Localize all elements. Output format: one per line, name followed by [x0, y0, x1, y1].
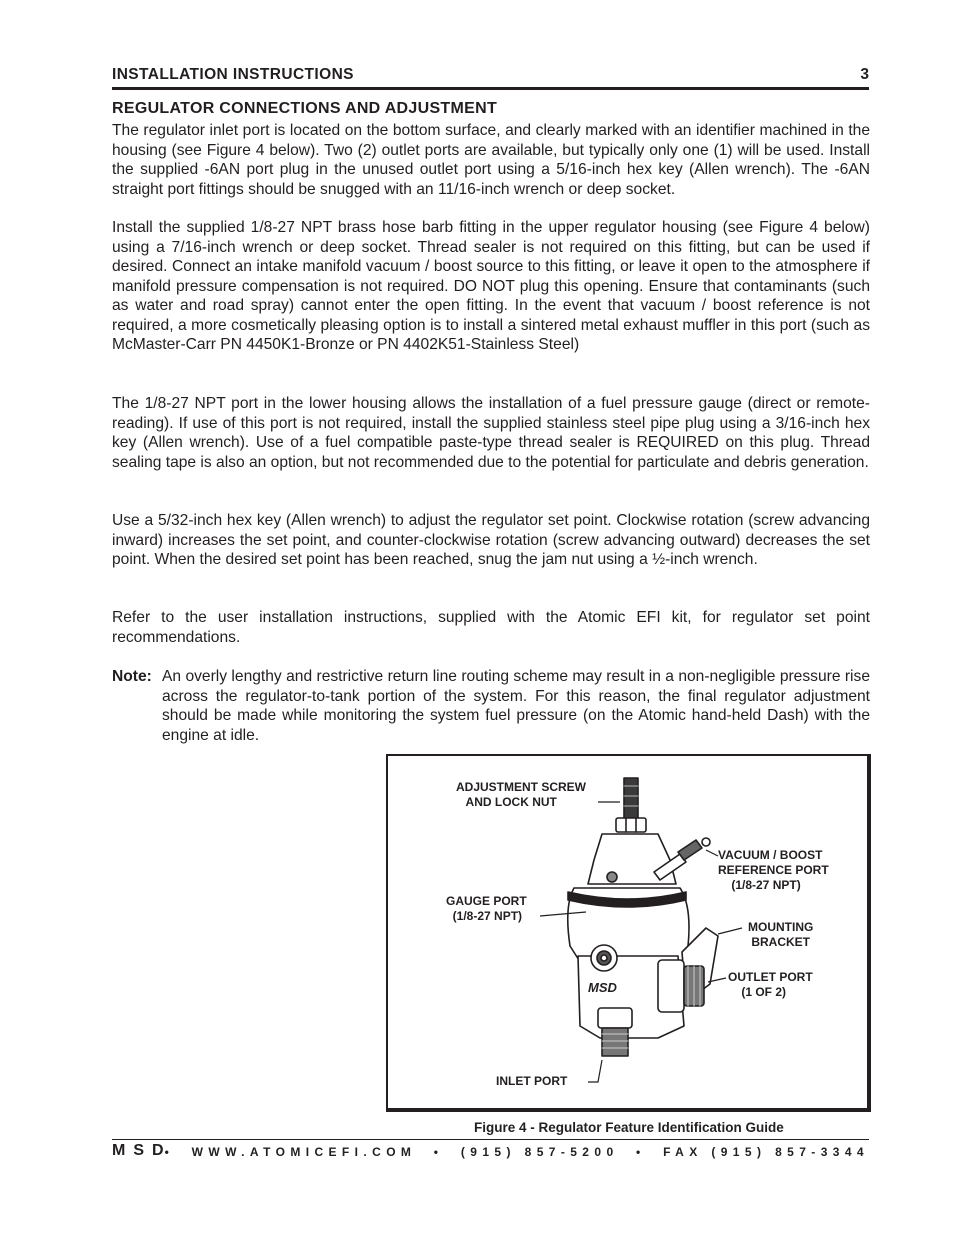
outlet-port-fitting — [658, 960, 704, 1012]
paragraph-inlet-outlet: The regulator inlet port is located on the bottom surface, and clearly marked with an identifier machined in the housing (see Figure 4 below). Two (2) outlet ports are available, but typically only one (1) will be used. Install the supplied -6AN port plug in the unused outlet port using a 5/16-inch hex key (Allen wrench). The -6AN straight port fittings should be snugged with an 11/16-inch wrench or deep socket. — [112, 122, 870, 198]
lock-nut — [616, 818, 646, 832]
paragraph-refer: Refer to the user installation instructions, supplied with the Atomic EFI kit, for regulator set point recommendations. — [112, 609, 870, 646]
figure-regulator — [386, 754, 871, 1112]
footer-brand: MSD — [112, 1142, 172, 1159]
label-vacuum-port: VACUUM / BOOST REFERENCE PORT (1/8-27 NPT) — [718, 848, 829, 892]
footer-contact: • WWW.ATOMICEFI.COM • (915) 857-5200 • FAX (915) 857-3344 — [164, 1145, 869, 1159]
paragraph-set-point: Use a 5/32-inch hex key (Allen wrench) to adjust the regulator set point. Clockwise rotation (screw advancing inward) increases the set point, and counter-clockwise rotation (screw advancing outward) decreases the set point. When the desired set point has been reached, snug the jam nut using a ½-inch wrench. — [112, 512, 870, 568]
page-number: 3 — [860, 66, 869, 83]
leader-inlet — [588, 1060, 602, 1082]
label-gauge-port: GAUGE PORT (1/8-27 NPT) — [446, 894, 527, 923]
page-header — [112, 64, 869, 90]
label-inlet-port: INLET PORT — [496, 1074, 568, 1088]
label-mounting-bracket: MOUNTING BRACKET — [748, 920, 814, 949]
section-title: REGULATOR CONNECTIONS AND ADJUSTMENT — [112, 100, 498, 117]
label-outlet-port: OUTLET PORT (1 OF 2) — [728, 970, 813, 999]
adjustment-screw — [624, 778, 638, 820]
paragraph-gauge-port: The 1/8-27 NPT port in the lower housing allows the installation of a fuel pressure gauge (direct or remote-reading). If use of this port is not required, install the supplied stainless steel pipe plug using a 3/16-inch hex key (Allen wrench). Use of a fuel compatible paste-type thread sealer is REQUIRED on this plug. Thread sealing tape is also an option, but not recommended due to the potential for particulate and debris generation. — [112, 395, 870, 471]
leader-bracket — [718, 928, 742, 934]
note-label: Note: — [112, 668, 152, 685]
footer-divider — [112, 1139, 869, 1140]
figure-caption: Figure 4 - Regulator Feature Identification Guide — [474, 1120, 784, 1135]
label-adjustment-screw: ADJUSTMENT SCREW AND LOCK NUT — [456, 780, 587, 809]
msd-logo: MSD — [588, 980, 617, 995]
header-title: INSTALLATION INSTRUCTIONS — [112, 66, 354, 83]
paragraph-hose-barb: Install the supplied 1/8-27 NPT brass hose barb fitting in the upper regulator housing (see Figure 4 below) using a 7/16-inch wrench or deep socket. Thread sealer is not required on this fitting, but can be used if desired. Connect an intake manifold vacuum / boost source to this fitting, or leave it open to the atmosphere if manifold pressure compensation is not required. DO NOT plug this opening. Ensure that contaminants (such as water and road spray) cannot enter the open fitting. In the event that vacuum / boost reference is not required, a more cosmetically pleasing option is to install a sintered metal exhaust muffler in this port (such as McMaster-Carr PN 4450K1-Bronze or PN 4402K51-Stainless Steel) — [112, 219, 870, 353]
leader-vacuum — [706, 850, 718, 856]
note-text: An overly lengthy and restrictive return line routing scheme may result in a non-negligible pressure rise across the regulator-to-tank portion of the system. For this reason, the final regulator adjustment should be made while monitoring the system fuel pressure (on the Atomic hand-held Dash) with the engine at idle. — [162, 668, 870, 744]
inlet-port-fitting — [598, 1008, 632, 1056]
